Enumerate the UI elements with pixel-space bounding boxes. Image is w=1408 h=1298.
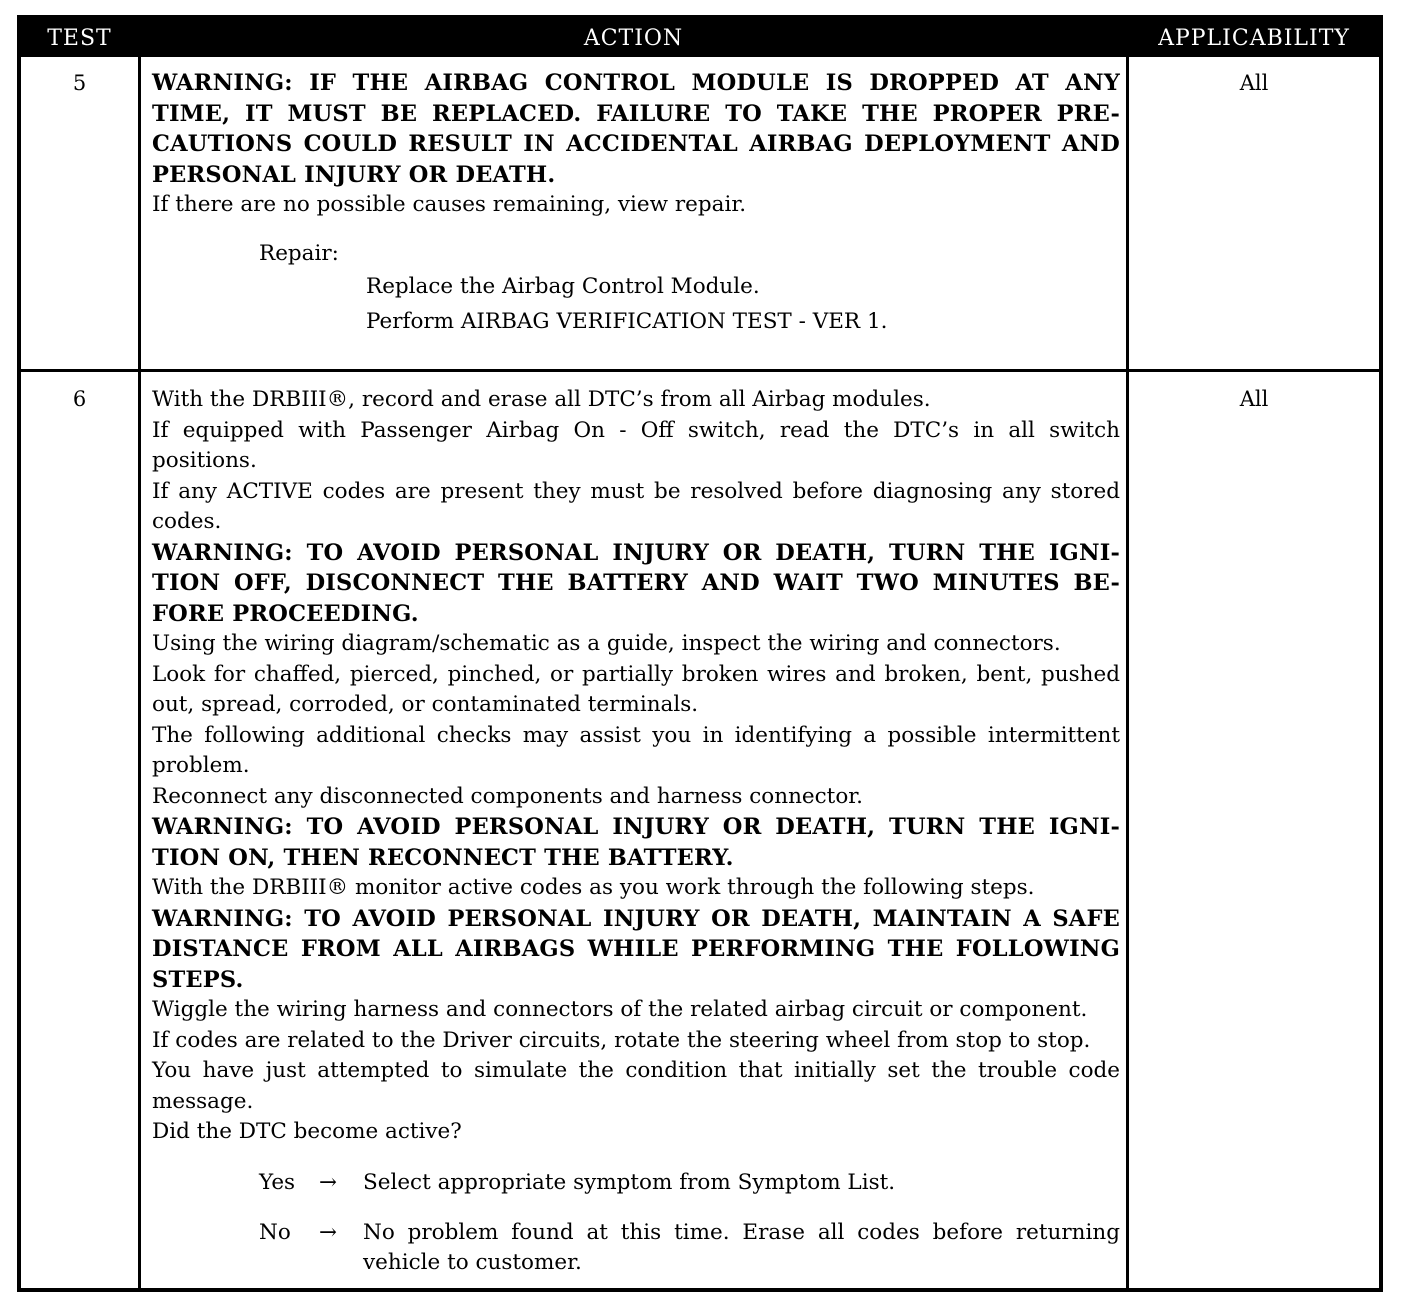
row-6-applicability: All — [1239, 387, 1269, 411]
action-text: If there are no possible causes remaining, view repair. — [152, 192, 747, 217]
table-header — [21, 19, 1379, 57]
header-applicability: APPLICABILITY — [1158, 26, 1350, 51]
row-6-action — [152, 385, 1120, 1278]
row-5-test-number: 5 — [72, 71, 87, 95]
warning-text: WARNING: TO AVOID PERSONAL INJURY OR DEATH, MAINTAIN A SAFE DISTANCE FROM ALL AIRBAGS WHILE PERFORMING THE FOLLOWING STEPS. — [152, 905, 1120, 993]
answer-no-text: No problem found at this time. Erase all codes before returning vehicle to customer. — [363, 1219, 1120, 1275]
action-text: Reconnect any disconnected components and harness connector. — [152, 783, 864, 809]
action-text: Using the wiring diagram/schematic as a guide, inspect the wiring and connectors. — [152, 631, 1061, 656]
arrow-right-icon: → — [319, 1219, 338, 1245]
answer-yes-label: Yes — [259, 1169, 296, 1195]
arrow-right-icon: → — [319, 1169, 338, 1195]
action-text: With the DRBIII®, record and erase all DTC’s from all Airbag modules. — [152, 387, 931, 412]
action-text: If any ACTIVE codes are present they must be resolved before diagnosing any stored codes. — [152, 478, 1120, 534]
repair-line: Replace the Airbag Control Module. — [366, 274, 760, 299]
column-divider — [1126, 57, 1129, 1288]
answer-yes-text: Select appropriate symptom from Symptom List. — [363, 1169, 896, 1195]
repair-block — [152, 239, 1120, 340]
row-6-test-number: 6 — [72, 387, 87, 411]
repair-line: Perform AIRBAG VERIFICATION TEST - VER 1. — [366, 309, 888, 334]
action-text: The following additional checks may assist you in identifying a possible intermittent problem. — [152, 722, 1120, 778]
action-text: Look for chaffed, pierced, pinched, or partially broken wires and broken, bent, pushed out, spread, corroded, or contaminated terminals. — [152, 661, 1120, 717]
header-action: ACTION — [583, 26, 684, 51]
action-text: You have just attempted to simulate the condition that initially set the trouble code message. — [152, 1058, 1120, 1114]
column-divider — [138, 57, 141, 1288]
row-divider — [21, 369, 1379, 372]
action-text: With the DRBIII® monitor active codes as you work through the following steps. — [152, 875, 1035, 900]
action-text: If equipped with Passenger Airbag On - Off switch, read the DTC’s in all switch positions. — [152, 417, 1120, 473]
action-question: Did the DTC become active? — [152, 1119, 462, 1144]
row-5-applicability: All — [1239, 71, 1269, 95]
action-text: If codes are related to the Driver circuits, rotate the steering wheel from stop to stop. — [152, 1027, 1091, 1053]
answer-no — [152, 1218, 1120, 1278]
answer-no-label: No — [259, 1219, 291, 1245]
action-text: Wiggle the wiring harness and connectors of the related airbag circuit or component. — [152, 997, 1088, 1022]
row-5-action — [152, 68, 1120, 339]
diagnostic-table — [17, 15, 1383, 1292]
answer-yes — [152, 1168, 1120, 1198]
warning-text: WARNING: TO AVOID PERSONAL INJURY OR DEATH, TURN THE IGNI- TION ON, THEN RECONNECT THE BATTERY. — [152, 814, 1120, 871]
warning-text: WARNING: IF THE AIRBAG CONTROL MODULE IS DROPPED AT ANY TIME, IT MUST BE REPLACED. FAILURE TO TAKE THE PROPER PRE- CAUTIONS COULD RESULT IN ACCIDENTAL AIRBAG DEPLOYMENT AND PERSONAL INJURY OR DEATH. — [152, 70, 1120, 188]
warning-text: WARNING: TO AVOID PERSONAL INJURY OR DEATH, TURN THE IGNI- TION OFF, DISCONNECT THE BATTERY AND WAIT TWO MINUTES BE- FORE PROCEEDING. — [152, 539, 1120, 627]
header-test: TEST — [47, 26, 112, 51]
repair-label: Repair: — [259, 240, 339, 266]
